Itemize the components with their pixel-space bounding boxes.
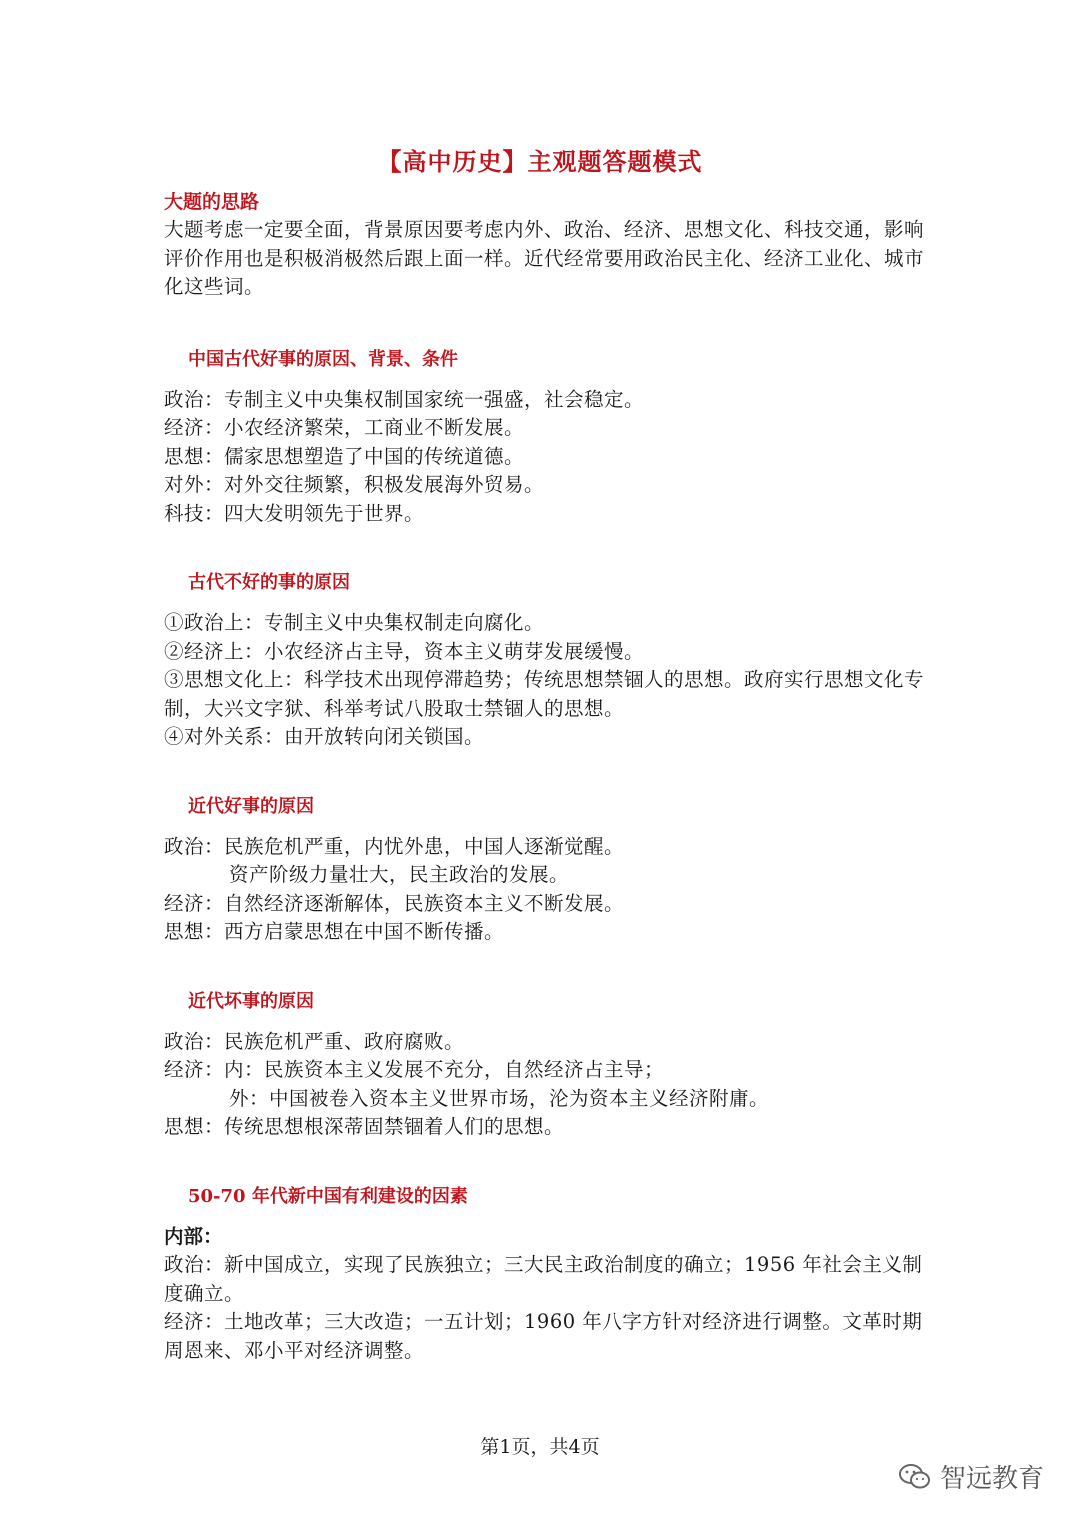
section-heading-ancient-bad: 古代不好的事的原因 [188,572,350,593]
section-line: 经济：土地改革；三大改造；一五计划；1960 年八字方针对经济进行调整。文革时期周恩来、邓小平对经济调整。 [164,1310,923,1362]
section-line: 思想：传统思想根深蒂固禁锢着人们的思想。 [164,1115,565,1138]
section-line: 政治：新中国成立，实现了民族独立；三大民主政治制度的确立；1956 年社会主义制度确立。 [164,1253,923,1305]
section-line: ①政治上：专制主义中央集权制走向腐化。 [164,611,545,634]
section-line: 经济：内：民族资本主义发展不充分，自然经济占主导； [164,1058,665,1081]
wechat-icon [898,1462,932,1492]
section-line: 对外：对外交往频繁，积极发展海外贸易。 [164,473,545,496]
intro-paragraph: 大题考虑一定要全面，背景原因要考虑内外、政治、经济、思想文化、科技交通，影响评价作用也是积极消极然后跟上面一样。近代经常要用政治民主化、经济工业化、城市化这些词。 [164,218,925,298]
section-line: 经济：自然经济逐渐解体，民族资本主义不断发展。 [164,891,625,915]
document-body [164,188,924,1365]
section-heading-ancient-good: 中国古代好事的原因、背景、条件 [188,348,458,370]
section-line: 政治：民族危机严重，内忧外患，中国人逐渐觉醒。 [164,834,625,858]
section-line: ②经济上：小农经济占主导，资本主义萌芽发展缓慢。 [164,639,645,663]
section-line: 思想：儒家思想塑造了中国的传统道德。 [164,444,525,468]
section-heading-modern-bad: 近代坏事的原因 [188,990,314,1012]
page-footer: 第1页，共4页 [480,1436,600,1458]
document-title: 【高中历史】主观题答题模式 [377,147,703,176]
section-line: 资产阶级力量壮大，民主政治的发展。 [229,863,570,886]
section-heading-new-china: 50-70 年代新中国有利建设的因素 [188,1185,468,1207]
section-heading-modern-good: 近代好事的原因 [188,795,314,817]
watermark [898,1458,1044,1495]
intro-heading: 大题的思路 [164,191,260,213]
section-line: ③思想文化上：科学技术出现停滞趋势；传统思想禁锢人的思想。政府实行思想文化专制，大兴文字狱、科举考试八股取士禁锢人的思想。 [164,668,925,720]
section-line: 政治：民族危机严重、政府腐败。 [164,1029,465,1053]
section-line: ④对外关系：由开放转向闭关锁国。 [164,725,485,748]
section-line: 政治：专制主义中央集权制国家统一强盛，社会稳定。 [164,387,645,411]
section-line: 外：中国被卷入资本主义世界市场，沦为资本主义经济附庸。 [229,1086,770,1110]
section-line: 经济：小农经济繁荣，工商业不断发展。 [164,416,525,439]
section-line: 科技：四大发明领先于世界。 [164,501,425,525]
section-line: 思想：西方启蒙思想在中国不断传播。 [164,920,505,943]
internal-label: 内部： [164,1224,223,1248]
watermark-text: 智远教育 [939,1464,1044,1494]
